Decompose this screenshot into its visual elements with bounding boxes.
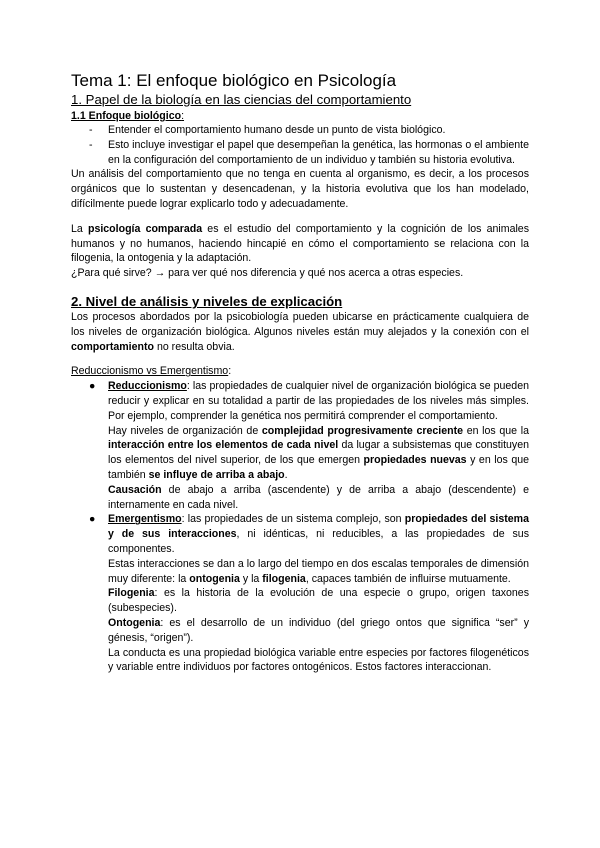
text-run: Los procesos abordados por la psicobiología pueden ubicarse en prácticamente cualquiera de los niveles de organización biológica. Algunos niveles están muy alejados y la conexión con el [71, 310, 529, 338]
text-run: no resulta obvia. [154, 340, 235, 353]
text-run: , ni idénticas, ni reducibles, a las propiedades de sus componentes. [108, 528, 529, 555]
list-item: - Esto incluye investigar el papel que desempeñan la genética, las hormonas o el ambiente en la configuración del comportamiento de un individuo y también su historia evolutiva. [89, 138, 529, 168]
paragraph-intro [71, 310, 529, 354]
text-run: : las propiedades de un sistema complejo, son [181, 513, 405, 526]
text-run: y en los que también [108, 454, 529, 481]
bold-term: interacción entre los elementos de cada nivel [108, 439, 339, 452]
text-run: Estas interacciones se dan a lo largo del tiempo en dos escalas temporales de dimensión muy diferente: la [108, 557, 529, 585]
bold-term: Ontogenia [108, 616, 161, 629]
ontogenia-definition [108, 616, 529, 646]
bold-term: propiedades nuevas [363, 454, 467, 467]
text-run: de abajo a arriba (ascendente) y de arriba a abajo (descendente) e internamente en cada nivel. [108, 483, 529, 511]
reduccionismo-levels [108, 424, 529, 483]
reduccionismo-causation [108, 483, 529, 513]
paragraph-comparative-psychology [71, 222, 529, 266]
bold-term: ontogenia [189, 572, 240, 585]
subsection-1-1-heading [71, 109, 529, 123]
subtitle-reduccionismo-vs-emergentismo [71, 364, 529, 379]
subtitle-colon: : [228, 365, 232, 378]
subsection-1-1-label: 1.1 Enfoque biológico [71, 110, 182, 122]
text-run: . [284, 468, 288, 481]
bullet-icon: ● [89, 513, 96, 526]
text-run: : las propiedades de cualquier nivel de organización biológica se pueden reducir y explicar en su totalidad a partir de las propiedades de los niveles más simples. Por ejemplo, comprender la genética nos permitirá comprender el comportamiento. [108, 380, 529, 422]
section-1-heading: 1. Papel de la biología en las ciencias del comportamiento [71, 92, 412, 107]
bold-term: complejidad progresivamente creciente [261, 424, 463, 437]
document-title: Tema 1: El enfoque biológico en Psicología [71, 71, 397, 90]
section-2-heading: 2. Nivel de análisis y niveles de explicación [71, 293, 343, 309]
text-run: da lugar a subsistemas que constituyen los elementos del nivel superior, de los que emergen [108, 439, 529, 467]
bullet-list [71, 379, 529, 675]
text-run: es el estudio del comportamiento y la cognición de los animales humanos y no humanos, haciendo hincapié en cómo el comportamiento se relaciona con la filogenia, la ontogenia y la adaptación. [71, 222, 529, 265]
reduccionismo-definition [108, 379, 529, 423]
text-run: Hay niveles de organización de [108, 424, 262, 437]
text-run: : es la historia de la evolución de una especie o grupo, origen taxones (subespecies). [108, 587, 529, 615]
list-item-emergentismo [89, 512, 529, 675]
conduct-conclusion: La conducta es una propiedad biológica variable entre especies por factores filogenéticos y variable entre individuos por factores ontogénicos. Estos factores interaccionan. [108, 646, 529, 674]
text-run: y la [239, 572, 263, 585]
text-run: La [71, 222, 88, 235]
bold-term: Filogenia [108, 587, 155, 600]
bold-term: psicología comparada [87, 222, 203, 235]
text-run: en los que la [463, 424, 530, 437]
emergentismo-definition [108, 512, 529, 556]
text-run: : es el desarrollo de un individuo (del griego ontos que significa “ser” y génesis, “origen”). [108, 616, 529, 644]
term-reduccionismo: Reduccionismo [108, 380, 187, 393]
emergentismo-timescales [108, 557, 529, 587]
subtitle-text: Reduccionismo vs Emergentismo [71, 365, 229, 378]
dash-list [71, 123, 529, 167]
bold-term: Causación [108, 483, 162, 496]
bold-term: comportamiento [71, 340, 154, 353]
bullet-icon: ● [89, 380, 96, 393]
list-item: - Entender el comportamiento humano desde un punto de vista biológico. [89, 123, 529, 138]
bold-term: filogenia [262, 572, 306, 585]
paragraph-analysis: Un análisis del comportamiento que no tenga en cuenta al organismo, es decir, a los procesos orgánicos que lo sustentan y desencadenan, y la historia evolutiva que los han modelado, difícilmente puede lograr explicarlo todo y adecuadamente. [71, 168, 529, 210]
subsection-1-1-colon: : [181, 110, 185, 122]
list-item-reduccionismo [89, 379, 529, 512]
paragraph-purpose: ¿Para qué sirve? → para ver qué nos diferencia y qué nos acerca a otras especies. [71, 267, 464, 280]
text-run: , capaces también de influirse mutuamente. [305, 572, 511, 585]
bold-term: propiedades del sistema y de sus interacciones [108, 513, 529, 541]
bold-term: se influye de arriba a abajo [148, 468, 285, 481]
filogenia-definition [108, 586, 529, 616]
term-emergentismo: Emergentismo [108, 513, 182, 526]
